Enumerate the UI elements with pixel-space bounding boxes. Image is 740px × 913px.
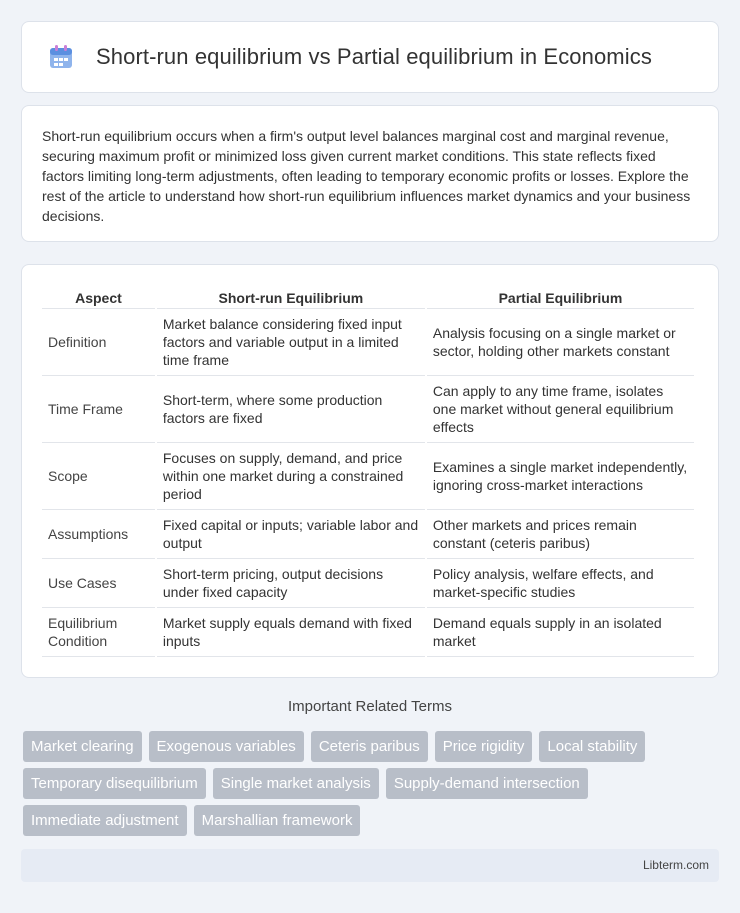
- tag-marshallian-framework[interactable]: Marshallian framework: [194, 805, 361, 836]
- footer-link[interactable]: Libterm.com: [642, 858, 709, 872]
- tag-local-stability[interactable]: Local stability: [539, 731, 645, 762]
- tag-supply-demand-intersection[interactable]: Supply-demand intersection: [386, 768, 588, 799]
- table-cell: Market balance considering fixed input factors and variable output in a limited time frame: [157, 309, 425, 376]
- table-row: [42, 510, 694, 559]
- table-cell: Analysis focusing on a single market or sector, holding other markets constant: [427, 309, 694, 376]
- table-cell: Focuses on supply, demand, and price within one market during a constrained period: [157, 443, 425, 510]
- table-cell: Short-term, where some production factors are fixed: [157, 376, 425, 443]
- table-cell: Other markets and prices remain constant (ceteris paribus): [427, 510, 694, 559]
- header-card: [21, 21, 719, 93]
- header-short-run: Short-run Equilibrium: [157, 285, 425, 309]
- header-aspect: Aspect: [42, 285, 155, 309]
- table-cell: Use Cases: [42, 559, 155, 608]
- header-partial: Partial Equilibrium: [427, 285, 694, 309]
- table-cell: Examines a single market independently, ignoring cross-market interactions: [427, 443, 694, 510]
- tag-market-clearing[interactable]: Market clearing: [23, 731, 142, 762]
- intro-text: Short-run equilibrium occurs when a firm's output level balances marginal cost and marginal revenue, securing maximum profit or minimized loss given current market conditions. This state reflects fixed factors limiting long-term adjustments, often leading to temporary economic profits or losses. Explore the rest of the article to understand how short-run equilibrium influences market dynamics and your business decisions.: [42, 128, 691, 224]
- table-cell: Fixed capital or inputs; variable labor and output: [157, 510, 425, 559]
- table-cell: Assumptions: [42, 510, 155, 559]
- related-terms-tags: [23, 731, 723, 836]
- table-row: [42, 559, 694, 608]
- tag-ceteris-paribus[interactable]: Ceteris paribus: [311, 731, 428, 762]
- tag-single-market-analysis[interactable]: Single market analysis: [213, 768, 379, 799]
- table-cell: Policy analysis, welfare effects, and market-specific studies: [427, 559, 694, 608]
- table-cell: Short-term pricing, output decisions under fixed capacity: [157, 559, 425, 608]
- table-row: [42, 443, 694, 510]
- comparison-card: [21, 264, 719, 678]
- comparison-table: [40, 285, 696, 657]
- related-terms-title: Important Related Terms: [288, 698, 452, 715]
- tag-immediate-adjustment[interactable]: Immediate adjustment: [23, 805, 187, 836]
- table-cell: Scope: [42, 443, 155, 510]
- table-cell: Time Frame: [42, 376, 155, 443]
- page-title: Short-run equilibrium vs Partial equilibrium in Economics: [96, 44, 652, 69]
- table-row: [42, 608, 694, 657]
- tag-temporary-disequilibrium[interactable]: Temporary disequilibrium: [23, 768, 206, 799]
- table-cell: Equilibrium Condition: [42, 608, 155, 657]
- table-row: [42, 309, 694, 376]
- tag-exogenous-variables[interactable]: Exogenous variables: [149, 731, 304, 762]
- table-cell: Market supply equals demand with fixed inputs: [157, 608, 425, 657]
- intro-card: [21, 105, 719, 242]
- table-cell: Definition: [42, 309, 155, 376]
- tag-price-rigidity[interactable]: Price rigidity: [435, 731, 533, 762]
- table-cell: Demand equals supply in an isolated market: [427, 608, 694, 657]
- table-header-row: [42, 285, 694, 309]
- calendar-icon: [46, 42, 76, 72]
- footer: [21, 849, 719, 882]
- table-row: [42, 376, 694, 443]
- table-cell: Can apply to any time frame, isolates one market without general equilibrium effects: [427, 376, 694, 443]
